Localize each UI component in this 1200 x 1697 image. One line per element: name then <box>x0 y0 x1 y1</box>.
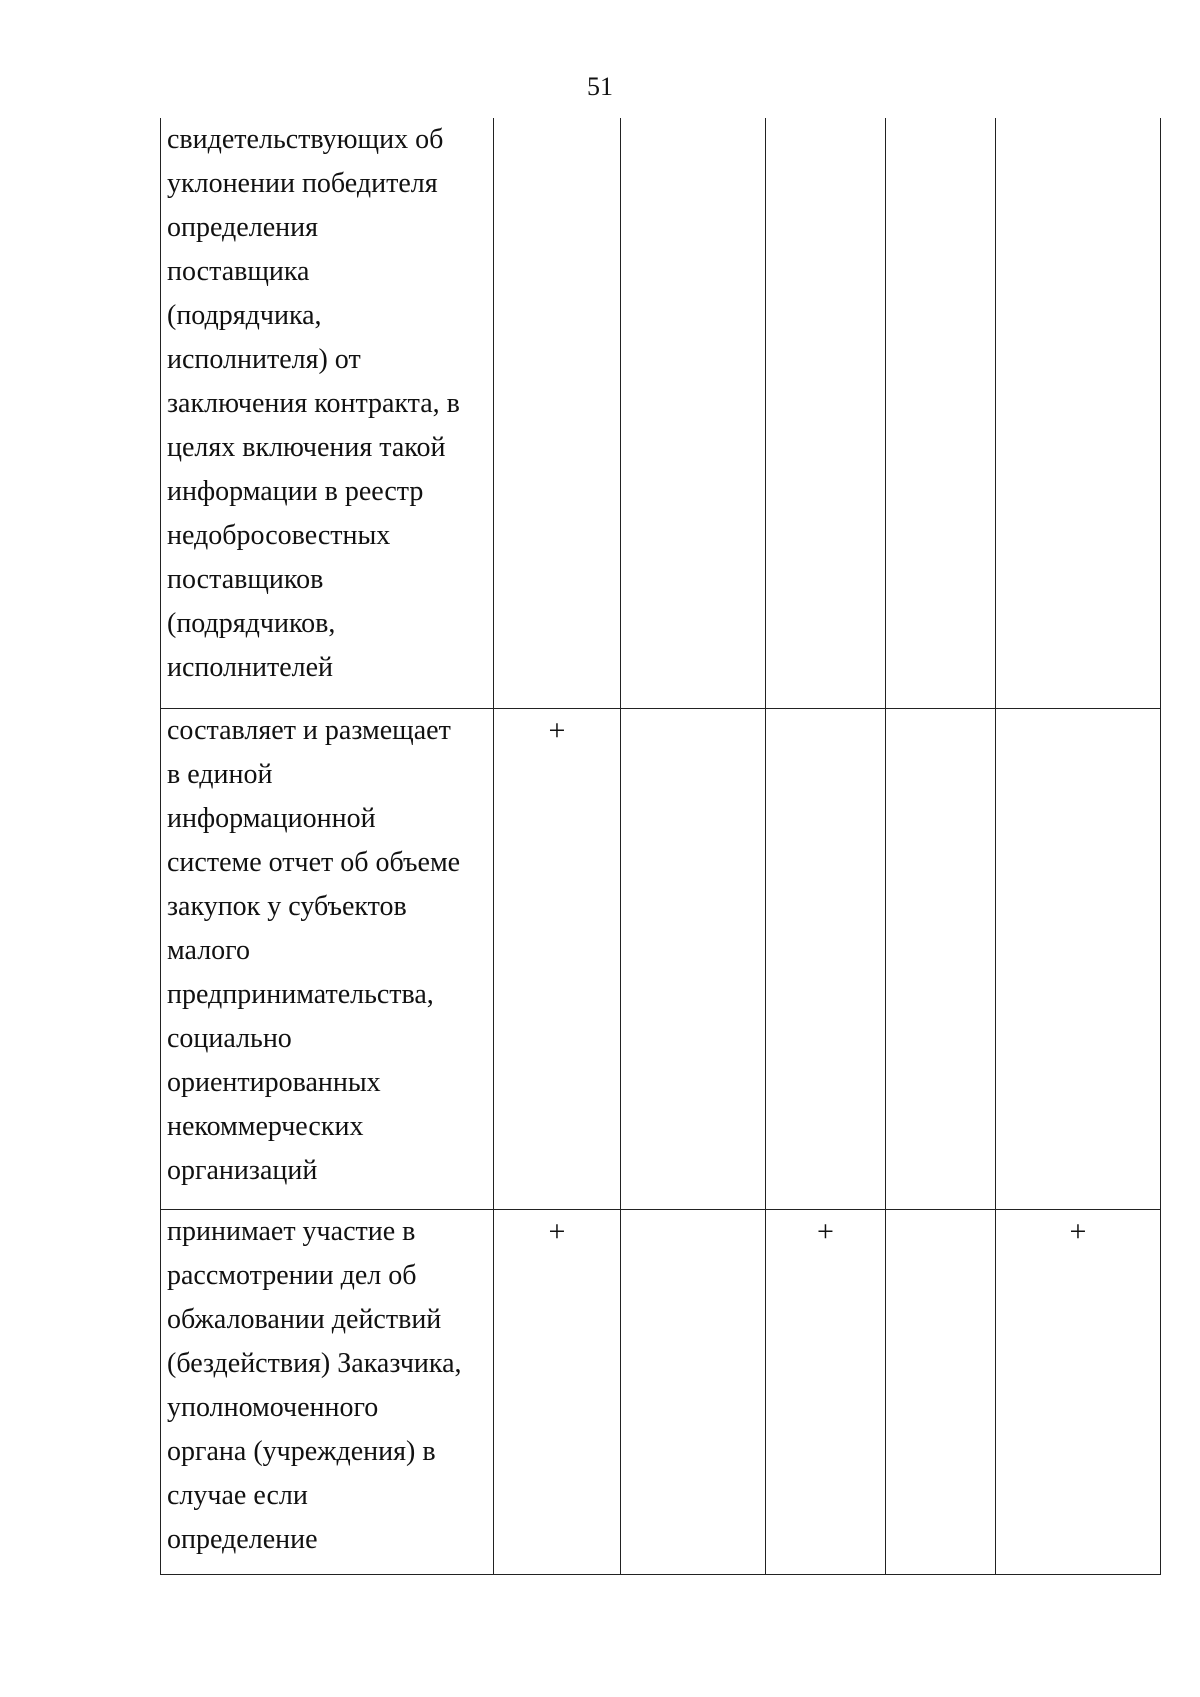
participation-mark-cell <box>766 118 886 709</box>
description-line: закупок у субъектов <box>167 891 407 922</box>
description-line: поставщика <box>167 256 310 287</box>
description-line: заключения контракта, в <box>167 388 460 419</box>
description-line: недобросовестных <box>167 520 391 551</box>
description-line: (бездействия) Заказчика, <box>167 1348 462 1379</box>
description-line: (подрядчика, <box>167 300 322 331</box>
function-description-cell <box>161 1210 494 1575</box>
page-number: 51 <box>587 72 613 101</box>
description-line: малого <box>167 935 250 966</box>
description-line: уполномоченного <box>167 1392 379 1423</box>
description-line: некоммерческих <box>167 1111 364 1142</box>
description-line: принимает участие в <box>167 1216 416 1247</box>
participation-mark-cell <box>886 709 996 1210</box>
participation-mark-cell <box>996 709 1161 1210</box>
responsibility-table <box>160 118 1161 1575</box>
description-line: целях включения такой <box>167 432 446 463</box>
description-line: информационной <box>167 803 376 834</box>
description-line: системе отчет об объеме <box>167 847 461 878</box>
description-line: составляет и размещает <box>167 715 451 746</box>
function-description-cell <box>161 118 494 709</box>
table-row <box>161 709 1161 1210</box>
table-row <box>161 1210 1161 1575</box>
participation-mark-cell <box>621 118 766 709</box>
description-line: информации в реестр <box>167 476 424 507</box>
participation-mark-cell <box>996 118 1161 709</box>
description-line: исполнителя) от <box>167 344 361 375</box>
description-line: предпринимательства, <box>167 979 434 1010</box>
description-line: органа (учреждения) в <box>167 1436 436 1467</box>
participation-mark-cell: + <box>494 1210 621 1575</box>
participation-mark-cell: + <box>996 1210 1161 1575</box>
description-line: определения <box>167 212 318 243</box>
participation-mark-cell <box>766 709 886 1210</box>
participation-mark-cell <box>886 1210 996 1575</box>
description-line: ориентированных <box>167 1067 381 1098</box>
table-row <box>161 118 1161 709</box>
table-body <box>161 118 1161 1575</box>
description-line: организаций <box>167 1155 318 1186</box>
description-line: обжаловании действий <box>167 1304 442 1335</box>
participation-mark-cell <box>886 118 996 709</box>
description-line: в единой <box>167 759 273 790</box>
participation-mark-cell: + <box>766 1210 886 1575</box>
description-line: определение <box>167 1524 318 1555</box>
participation-mark-cell <box>494 118 621 709</box>
description-line: случае если <box>167 1480 308 1511</box>
participation-mark-cell <box>621 709 766 1210</box>
description-line: (подрядчиков, <box>167 608 336 639</box>
description-line: уклонении победителя <box>167 168 438 199</box>
description-line: поставщиков <box>167 564 324 595</box>
participation-mark-cell: + <box>494 709 621 1210</box>
function-description-cell <box>161 709 494 1210</box>
description-line: исполнителей <box>167 652 334 683</box>
description-line: свидетельствующих об <box>167 124 444 155</box>
participation-mark-cell <box>621 1210 766 1575</box>
description-line: рассмотрении дел об <box>167 1260 417 1291</box>
description-line: социально <box>167 1023 292 1054</box>
